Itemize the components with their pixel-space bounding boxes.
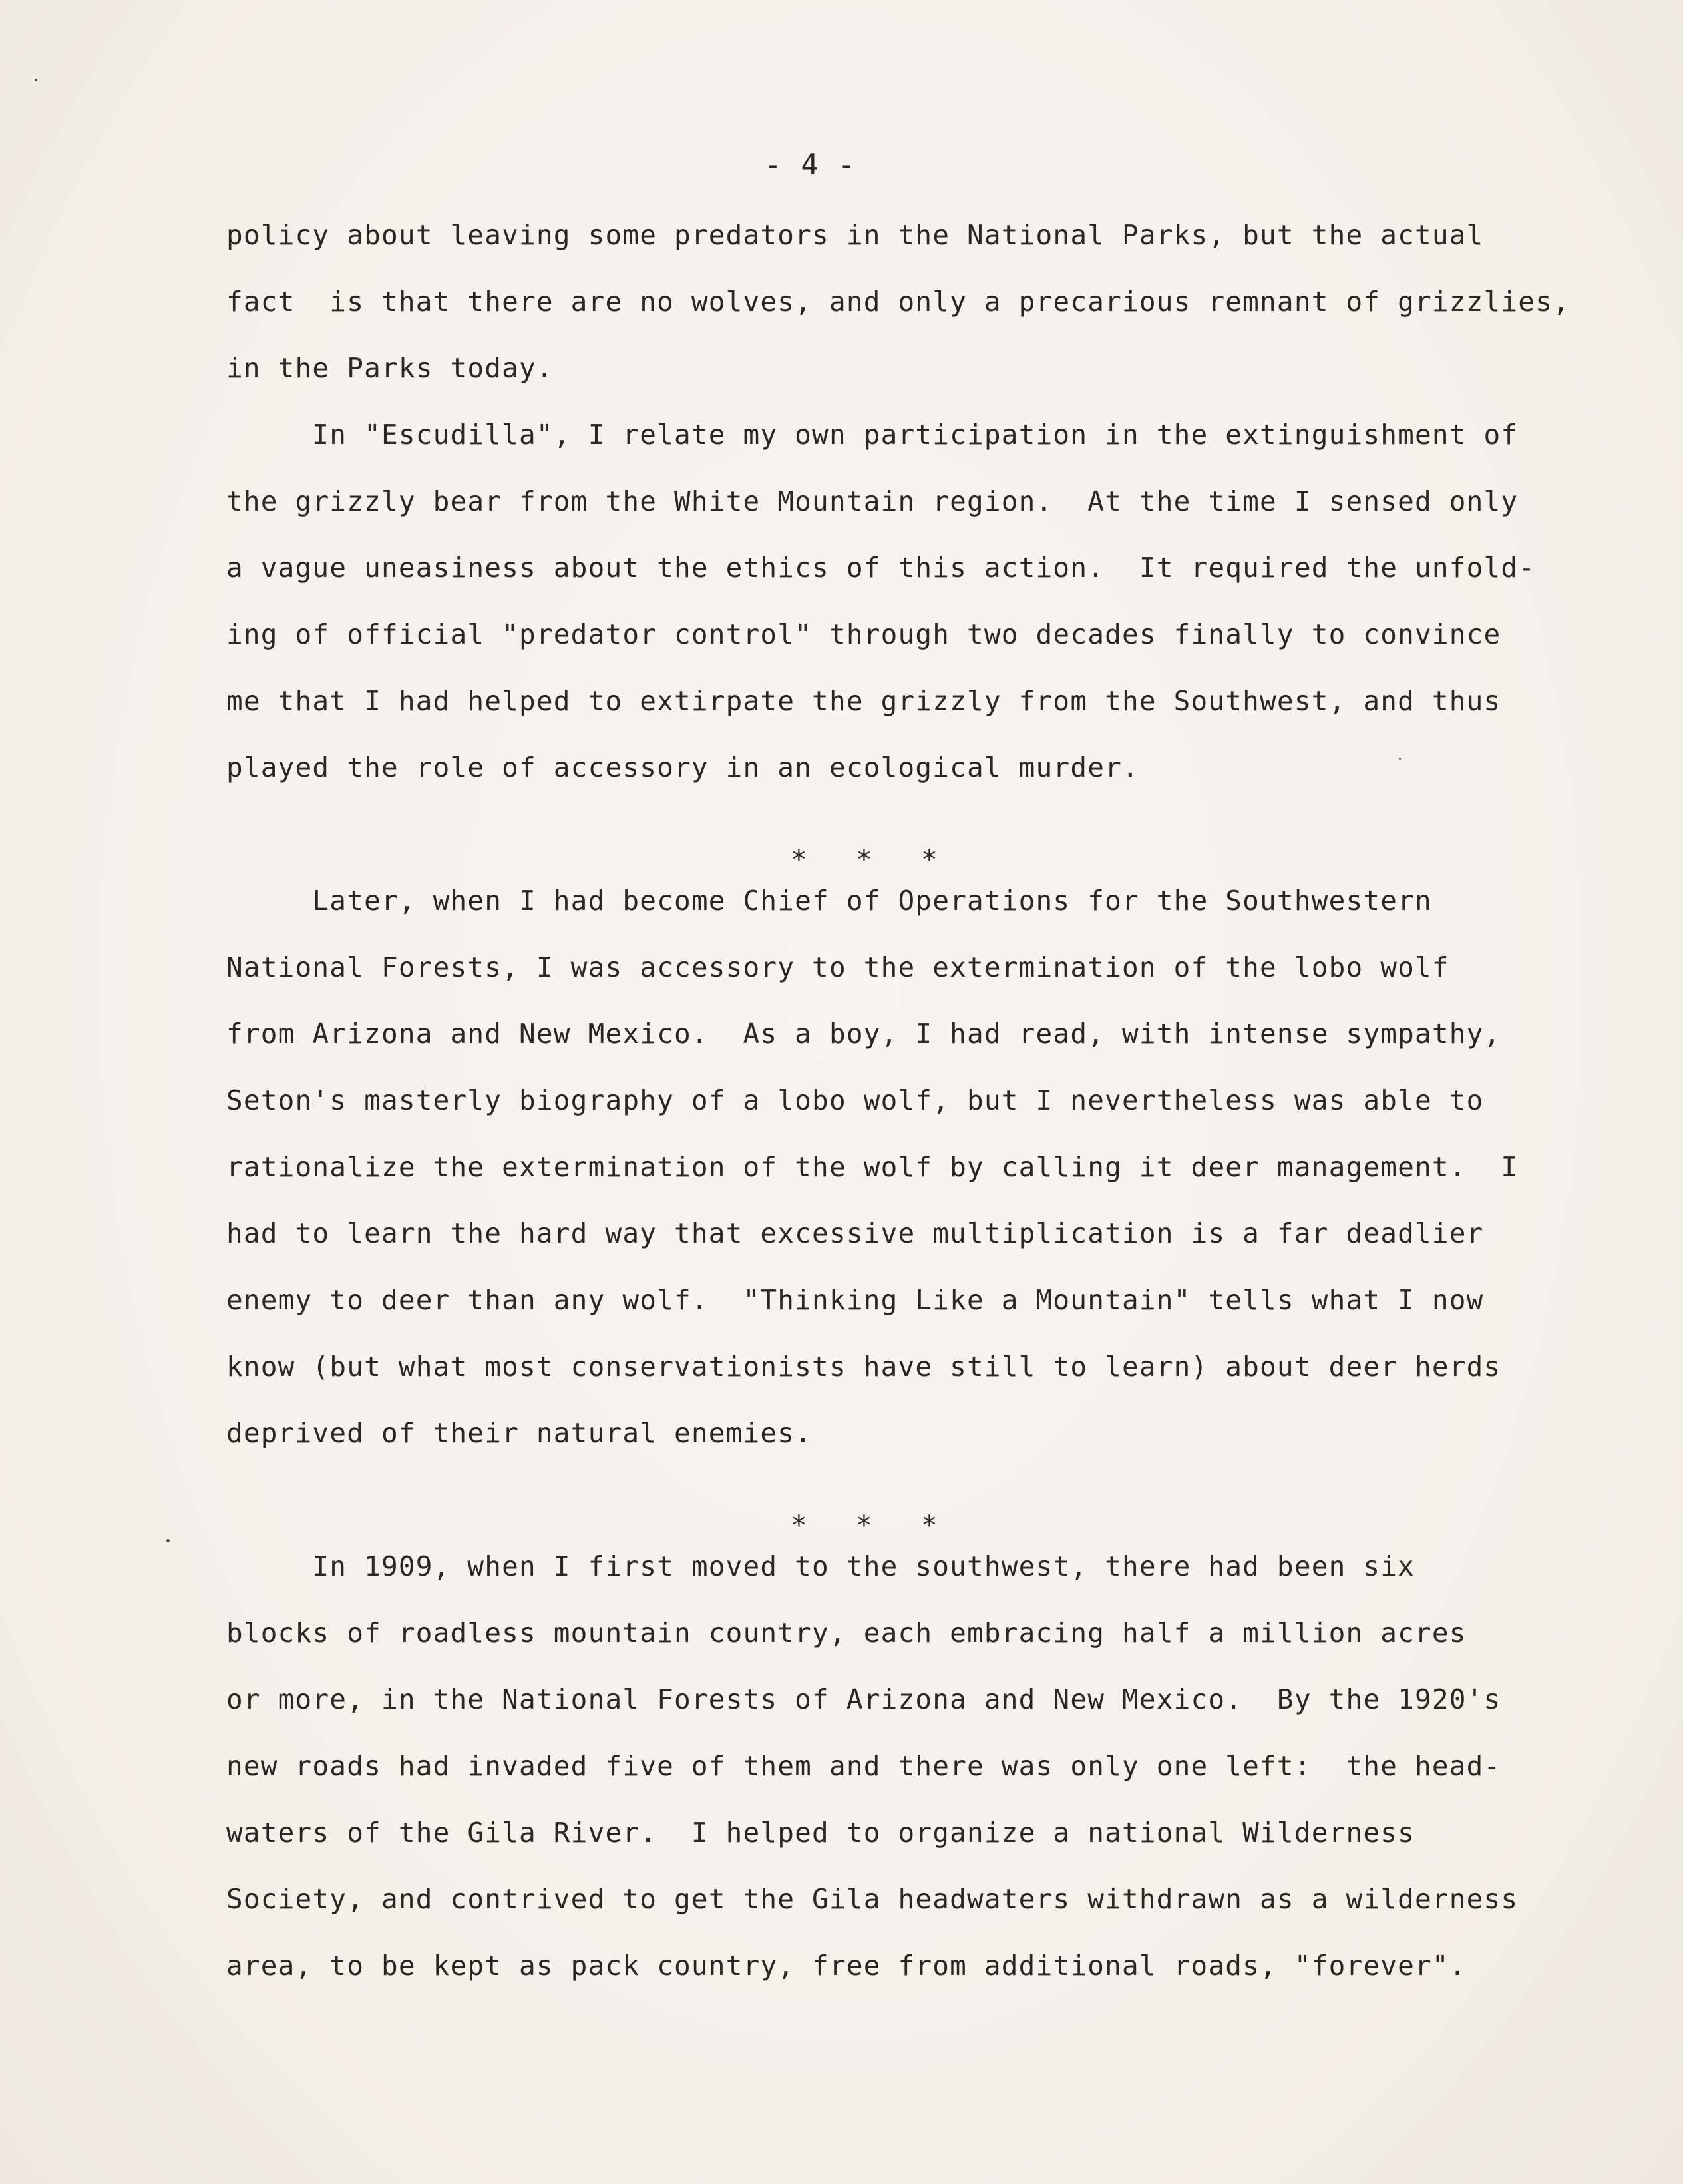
text-line: In 1909, when I first moved to the southwest, there had been six — [226, 1550, 1415, 1582]
text-line: new roads had invaded five of them and there was only one left: the head- — [226, 1750, 1501, 1782]
text-line: fact is that there are no wolves, and only a precarious remnant of grizzlies, — [226, 286, 1570, 318]
text-line: area, to be kept as pack country, free from additional roads, "forever". — [226, 1950, 1467, 1982]
page-number: - 4 - — [764, 148, 856, 182]
asterisk: * — [921, 1510, 938, 1541]
paper-speck — [166, 1539, 170, 1542]
text-line: the grizzly bear from the White Mountain region. At the time I sensed only — [226, 485, 1519, 517]
text-line: National Forests, I was accessory to the extermination of the lobo wolf — [226, 951, 1449, 983]
text-line: Society, and contrived to get the Gila headwaters withdrawn as a wilderness — [226, 1883, 1519, 1915]
text-line: enemy to deer than any wolf. "Thinking Like a Mountain" tells what I now — [226, 1284, 1484, 1316]
asterisk: * — [856, 845, 872, 875]
asterisk: * — [921, 845, 938, 875]
paper-speck — [35, 79, 37, 81]
text-line: or more, in the National Forests of Arizona and New Mexico. By the 1920's — [226, 1683, 1501, 1715]
asterisk: * — [791, 845, 807, 875]
asterisk: * — [791, 1510, 807, 1541]
text-line: ing of official "predator control" through two decades finally to convince — [226, 618, 1501, 650]
text-line: Later, when I had become Chief of Operations for the Southwestern — [226, 885, 1432, 917]
text-line: played the role of accessory in an ecological murder. — [226, 752, 1139, 783]
text-line: had to learn the hard way that excessive multiplication is a far deadlier — [226, 1217, 1484, 1249]
text-line: Seton's masterly biography of a lobo wolf, but I nevertheless was able to — [226, 1084, 1484, 1116]
text-line: waters of the Gila River. I helped to organize a national Wilderness — [226, 1817, 1415, 1849]
text-line: blocks of roadless mountain country, each embracing half a million acres — [226, 1617, 1467, 1649]
paper-speck — [1399, 758, 1401, 760]
text-line: In "Escudilla", I relate my own participation in the extinguishment of — [226, 419, 1519, 451]
text-line: me that I had helped to extirpate the grizzly from the Southwest, and thus — [226, 685, 1501, 717]
asterisk: * — [856, 1510, 872, 1541]
text-line: know (but what most conservationists have still to learn) about deer herds — [226, 1351, 1501, 1383]
text-line: a vague uneasiness about the ethics of this action. It required the unfold- — [226, 552, 1536, 584]
text-line: policy about leaving some predators in the National Parks, but the actual — [226, 219, 1484, 251]
text-line: deprived of their natural enemies. — [226, 1417, 813, 1449]
text-line: in the Parks today. — [226, 352, 554, 384]
text-line: rationalize the extermination of the wolf by calling it deer management. I — [226, 1151, 1519, 1183]
text-line: from Arizona and New Mexico. As a boy, I had read, with intense sympathy, — [226, 1018, 1501, 1050]
